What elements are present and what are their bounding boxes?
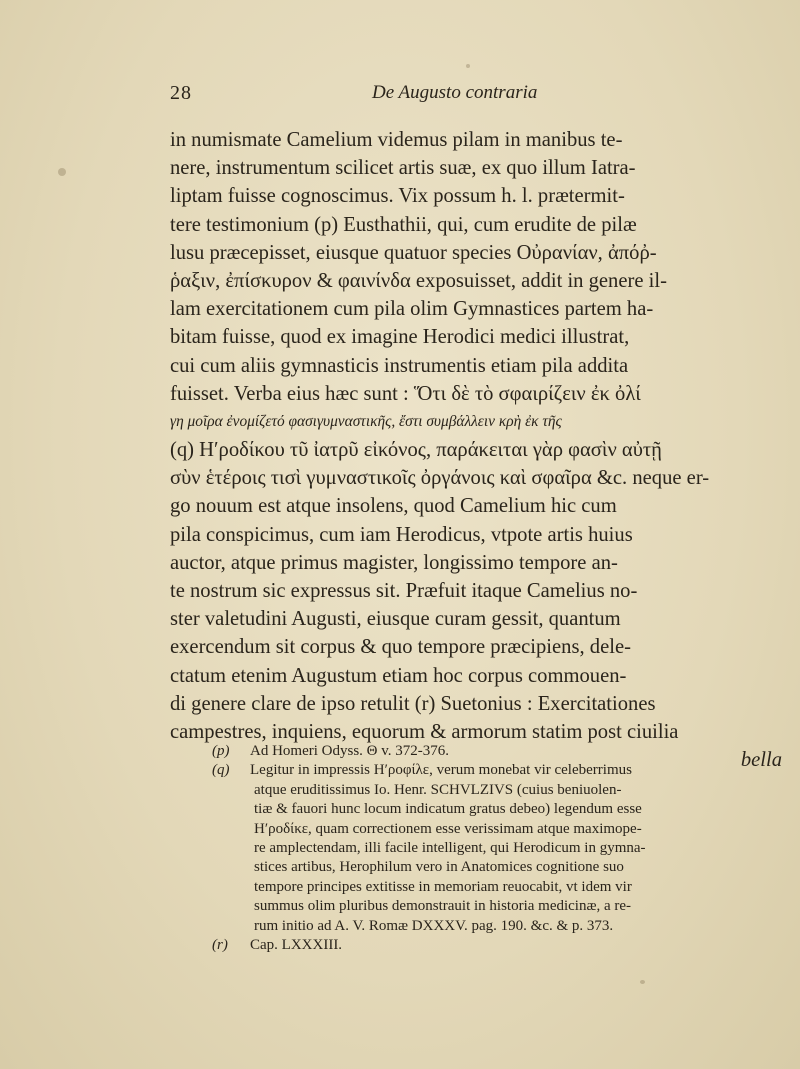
footnote-mark: (r) xyxy=(212,936,228,953)
footnote-continuation: summus olim pluribus demonstrauit in historia medicinæ, a re- xyxy=(254,898,632,915)
running-title: De Augusto contraria xyxy=(372,82,538,103)
paper-speck xyxy=(466,64,470,68)
text-line: ῥαξιν, ἐπίσκυρον & φαινίνδα exposuisset, addit in genere il- xyxy=(170,269,667,292)
catchword-line: bella xyxy=(740,749,782,772)
text-line: cui cum aliis gymnasticis instrumentis etiam pila addita xyxy=(170,354,629,377)
footnote-continuation: stices artibus, Herophilum vero in Anatomices cognitione suo xyxy=(254,859,624,876)
text-line: (q) Ηʹροδίκου τῦ ἰατρῦ εἰκόνος, παράκειται γὰρ φασὶν αὐτῇ xyxy=(170,439,662,462)
footnote-text: Legitur in impressis Ηʹροφίλε, verum monebat vir celeberrimus xyxy=(250,762,632,779)
text-line: lam exercitationem cum pila olim Gymnastices partem ha- xyxy=(170,298,654,321)
text-line: tere testimonium (p) Eusthathii, qui, cum erudite de pilæ xyxy=(170,213,637,236)
footnote-q xyxy=(212,761,787,780)
text-line: in numismate Camelium videmus pilam in manibus te- xyxy=(170,129,623,151)
footnote-p xyxy=(212,742,787,761)
footnote-continuation: tempore principes extitisse in memoriam reuocabit, vt idem vir xyxy=(254,878,632,895)
footnote-text: Cap. LXXXIII. xyxy=(250,936,343,953)
text-line: lusu præcepisset, eiusque quatuor species Οὐρανίαν, ἀπόῤ- xyxy=(170,241,657,264)
footnote-continuation: re amplectendam, illi facile intelligent, qui Herodicum in gymna- xyxy=(254,839,646,856)
text-line: ster valetudini Augusti, eiusque curam gessit, quantum xyxy=(170,608,621,631)
footnote-continuation: Ηʹροδίκε, quam correctionem esse verissimam atque maximope- xyxy=(254,820,642,837)
text-line: go nouum est atque insolens, quod Camelium hic cum xyxy=(170,495,617,518)
text-line: auctor, atque primus magister, longissimo tempore an- xyxy=(170,551,618,574)
text-line: exercendum sit corpus & quo tempore præcipiens, dele- xyxy=(170,636,631,659)
footnote-mark: (p) xyxy=(212,743,230,759)
text-line: nere, instrumentum scilicet artis suæ, ex quo illum Iatra- xyxy=(170,157,636,180)
footnotes xyxy=(212,742,787,955)
text-line: liptam fuisse cognoscimus. Vix possum h. l. prætermit- xyxy=(170,185,625,208)
text-line: ctatum etenim Augustum etiam hoc corpus commouen- xyxy=(170,664,627,687)
text-line: bitam fuisse, quod ex imagine Herodici medici illustrat, xyxy=(170,326,630,349)
footnote-mark: (q) xyxy=(212,762,230,779)
text-line: te nostrum sic expressus sit. Præfuit itaque Camelius no- xyxy=(170,580,638,602)
page-number: 28 xyxy=(170,82,192,104)
text-line: di genere clare de ipso retulit (r) Suetonius : Exercitationes xyxy=(170,692,656,715)
main-text xyxy=(170,126,782,774)
paper-speck xyxy=(640,980,645,984)
greek-text-line: γη μοῖρα ἐνομίζετό φασιγυμναστικῆς, ἔστι συμβάλλειν κρὴ ἐκ τῆς xyxy=(170,412,562,430)
footnote-continuation: tiæ & fauori hunc locum indicatum gratus debeo) legendum esse xyxy=(254,801,642,818)
footnote-continuation: atque eruditissimus Io. Henr. SCHVLZIVS (cuius beniuolen- xyxy=(254,781,622,798)
text-line: pila conspicimus, cum iam Herodicus, vtpote artis huius xyxy=(170,523,633,546)
paper-speck xyxy=(58,168,66,176)
page-header xyxy=(170,82,640,110)
text-line: campestres, inquiens, equorum & armorum statim post ciuilia xyxy=(170,720,679,743)
text-line: σὺν ἑτέροις τισὶ γυμναστικοῖς ὀργάνοις καὶ σφαῖρα &c. neque er- xyxy=(170,467,710,490)
text-line: fuisset. Verba eius hæc sunt : Ὅτι δὲ τὸ σφαιρίζειν ἐκ ὀλί xyxy=(170,382,641,405)
footnote-r xyxy=(212,936,787,955)
footnote-text: Ad Homeri Odyss. Θ v. 372-376. xyxy=(250,743,450,759)
footnote-continuation: rum initio ad A. V. Romæ DXXXV. pag. 190. &c. & p. 373. xyxy=(254,917,614,934)
